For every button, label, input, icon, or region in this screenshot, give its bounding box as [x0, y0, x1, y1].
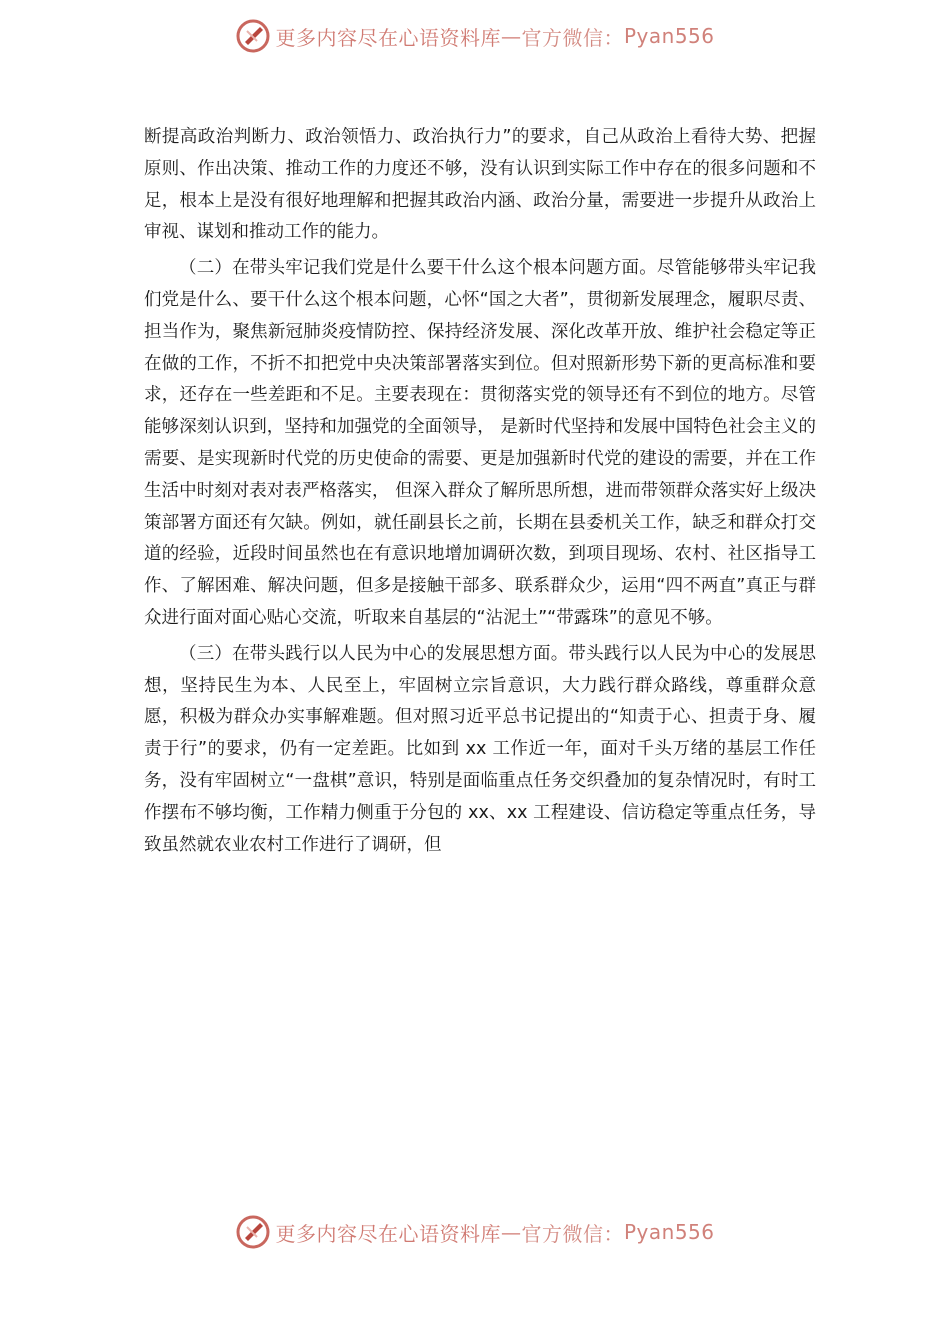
paragraph-2: （二）在带头牢记我们党是什么要干什么这个根本问题方面。尽管能够带头牢记我们党是什么、要干什么这个根本问题，心怀“国之大者”，贯彻新发展理念，履职尽责、担当作为，聚焦新冠肺炎疫情防控、保持经济发展、深化改革开放、维护社会稳定等正在做的工作，不折不扣把党中央决策部署落实到位。但对照新形势下新的更高标准和要求，还存在一些差距和不足。主要表现在：贯彻落实党的领导还有不到位的地方。尽管能够深刻认识到，坚持和加强党的全面领导， 是新时代坚持和发展中国特色社会主义的需要、是实现新时代党的历史使命的需要、更是加强新时代党的建设的需要，并在工作生活中时刻对表对表严格落实， 但深入群众了解所思所想，进而带领群众落实好上级决策部署方面还有欠缺。例如，就任副县长之前，长期在县委机关工作，缺乏和群众打交道的经验，近段时间虽然也在有意识地增加调研次数，到项目现场、农村、社区指导工作、了解困难、解决问题，但多是接触干部多、联系群众少，运用“四不两直”真正与群众进行面对面心贴心交流，听取来自基层的“沾泥土”“带露珠”的意见不够。 [144, 258, 816, 628]
header-watermark [0, 16, 950, 56]
watermark-dash: — [500, 1220, 522, 1244]
document-body [144, 122, 816, 865]
paragraph-1: 断提高政治判断力、政治领悟力、政治执行力”的要求，自己从政治上看待大势、把握原则、作出决策、推动工作的力度还不够，没有认识到实际工作中存在的很多问题和不足，根本上是没有很好地理解和把握其政治内涵、政治分量，需要进一步提升从政治上审视、谋划和推动工作的能力。 [144, 127, 816, 243]
watermark-dash: — [500, 24, 522, 48]
watermark-contact-id: Pyan556 [623, 24, 715, 48]
watermark-brand: 更多内容尽在心语资料库 [275, 25, 501, 50]
watermark-contact-id: Pyan556 [623, 1220, 715, 1244]
watermark-contact-label: 官方微信： [521, 1221, 624, 1246]
seal-logo-icon [235, 18, 271, 54]
watermark-brand: 更多内容尽在心语资料库 [275, 1221, 501, 1246]
paragraph-3: （三）在带头践行以人民为中心的发展思想方面。带头践行以人民为中心的发展思想，坚持民生为本、人民至上，牢固树立宗旨意识，大力践行群众路线，尊重群众意愿，积极为群众办实事解难题。但对照习近平总书记提出的“知责于心、担责于身、履责于行”的要求，仍有一定差距。比如到 xx 工作近一年，面对千头万绪的基层工作任务，没有牢固树立“一盘棋”意识，特别是面临重点任务交织叠加的复杂情况时，有时工作摆布不够均衡，工作精力侧重于分包的 xx、xx 工程建设、信访稳定等重点任务，导致虽然就农业农村工作进行了调研，但 [144, 643, 816, 855]
footer-watermark [0, 1212, 950, 1252]
watermark-contact-label: 官方微信： [521, 25, 624, 50]
seal-logo-icon [235, 1214, 271, 1250]
